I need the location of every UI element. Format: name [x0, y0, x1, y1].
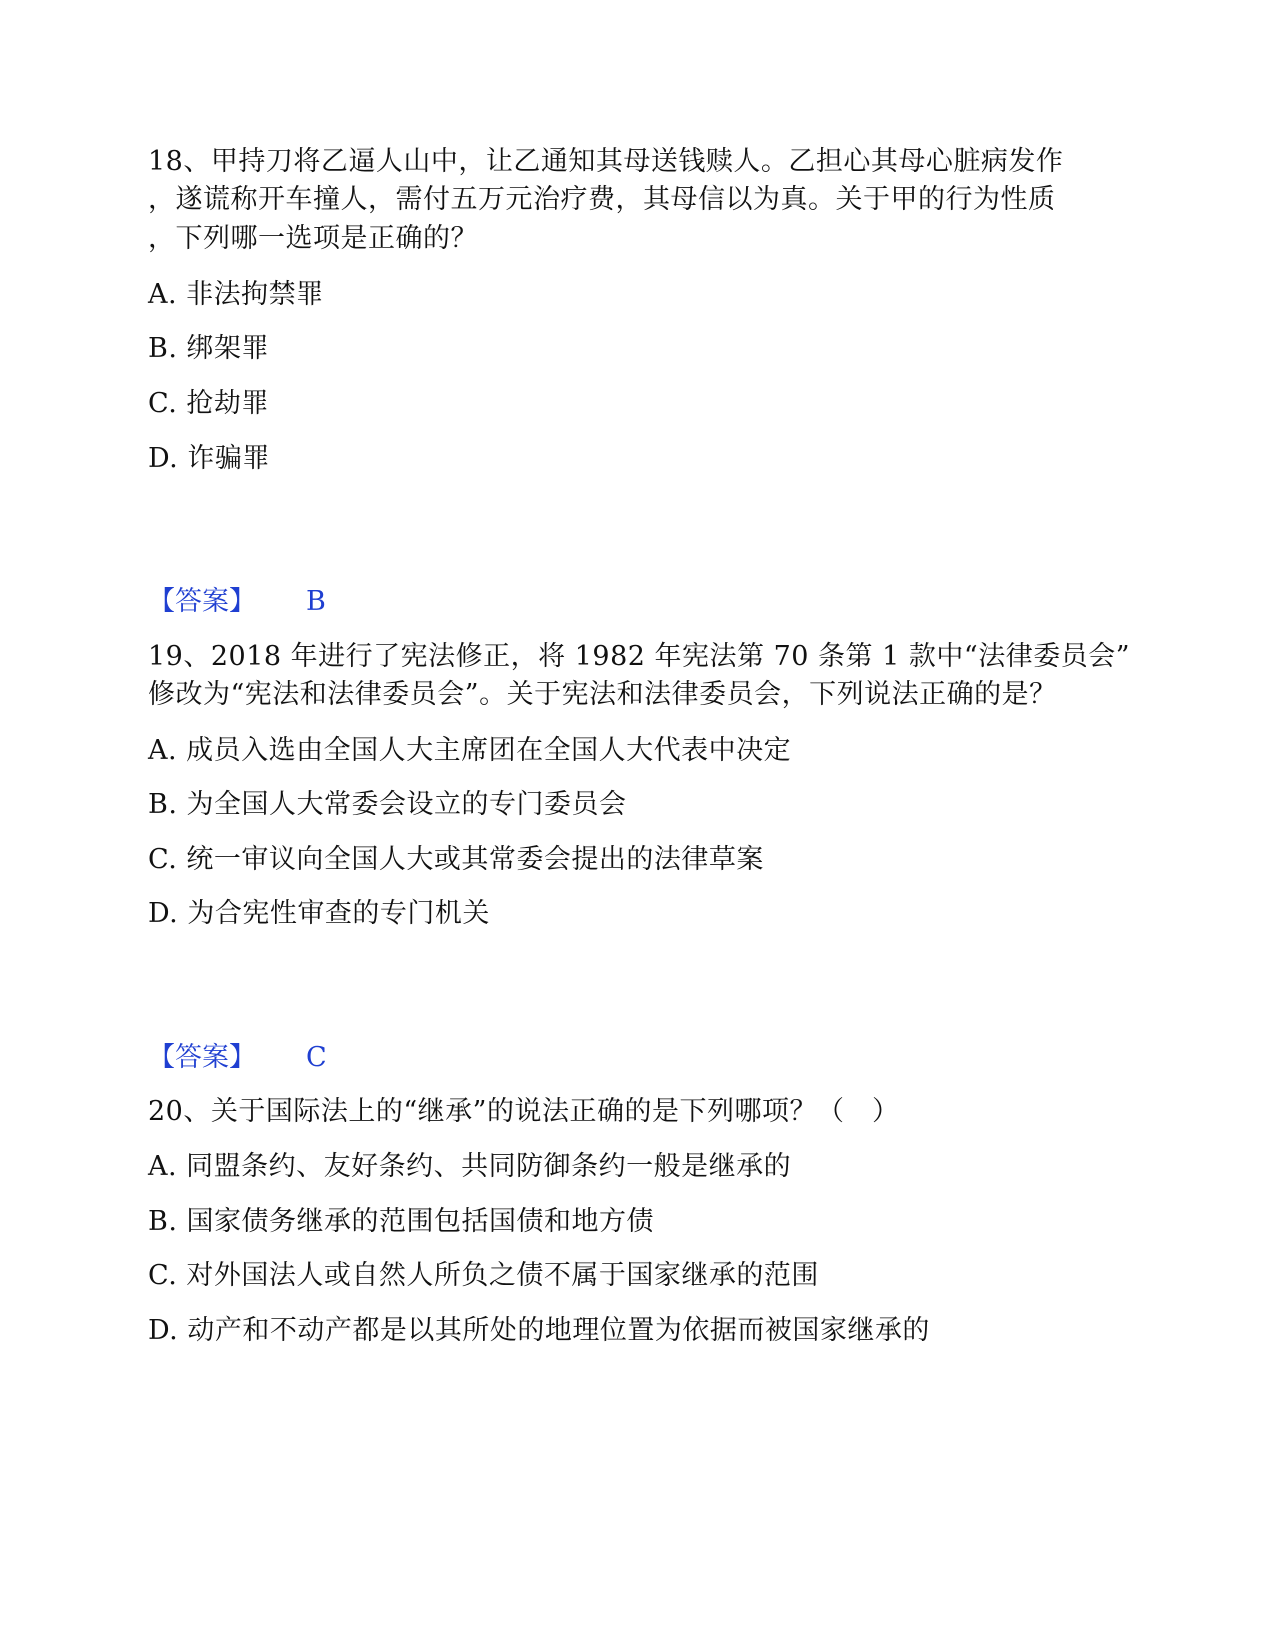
question-19-option-d: D. 为合宪性审查的专门机关 — [148, 898, 490, 929]
question-18-stem-line-3: ，下列哪一选项是正确的？ — [148, 223, 478, 254]
question-18-option-b: B. 绑架罪 — [148, 333, 270, 364]
question-20-stem-line-1: 20、关于国际法上的“继承”的说法正确的是下列哪项？（ ） — [148, 1096, 900, 1127]
question-20-option-d: D. 动产和不动产都是以其所处的地理位置为依据而被国家继承的 — [148, 1315, 930, 1346]
question-19-stem-line-2: 修改为“宪法和法律委员会”。关于宪法和法律委员会，下列说法正确的是？ — [148, 679, 1057, 710]
question-18-answer — [148, 588, 326, 615]
question-20-option-b: B. 国家债务继承的范围包括国债和地方债 — [148, 1206, 655, 1237]
question-18-option-c: C. 抢劫罪 — [148, 388, 269, 419]
question-18-stem-line-1: 18、甲持刀将乙逼人山中，让乙通知其母送钱赎人。乙担心其母心脏病发作 — [148, 146, 1064, 177]
answer-label: 【答案】 — [148, 586, 256, 617]
answer-value: C — [306, 1042, 327, 1073]
answer-label: 【答案】 — [148, 1042, 256, 1073]
question-18-option-a: A. 非法拘禁罪 — [148, 279, 324, 310]
question-19-stem-line-1: 19、2018 年进行了宪法修正，将 1982 年宪法第 70 条第 1 款中“法律委员会” — [148, 641, 1130, 672]
answer-value: B — [306, 586, 326, 617]
question-18-option-d: D. 诈骗罪 — [148, 443, 270, 474]
question-19-option-c: C. 统一审议向全国人大或其常委会提出的法律草案 — [148, 844, 764, 875]
question-19-option-b: B. 为全国人大常委会设立的专门委员会 — [148, 789, 627, 820]
question-20-option-c: C. 对外国法人或自然人所负之债不属于国家继承的范围 — [148, 1260, 819, 1291]
question-19-option-a: A. 成员入选由全国人大主席团在全国人大代表中决定 — [148, 735, 792, 766]
question-20-option-a: A. 同盟条约、友好条约、共同防御条约一般是继承的 — [148, 1151, 792, 1182]
question-19-answer — [148, 1044, 327, 1071]
question-18-stem-line-2: ，遂谎称开车撞人，需付五万元治疗费，其母信以为真。关于甲的行为性质 — [148, 184, 1056, 215]
